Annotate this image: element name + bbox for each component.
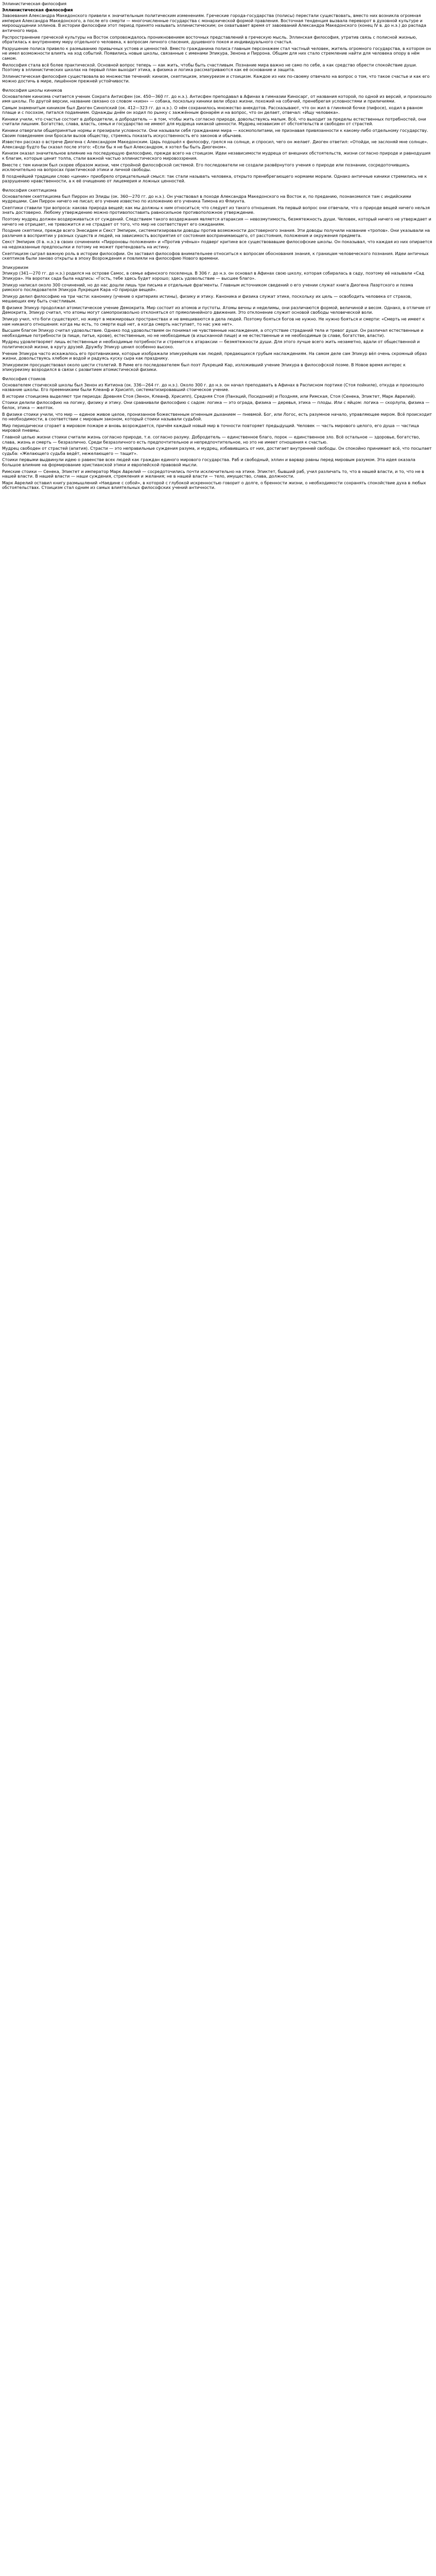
section-paragraph: Стоики первыми выдвинули идею о равенстве всех людей как граждан единого мирового государства. Раб и свободный, эллин и варвар равны перед мировым разумом. Эта идея оказала большое влияние на формирование христианской этики и европейской правовой мысли. <box>2 457 417 467</box>
section-paragraph: Эпикур учил, что боги существуют, но живут в межмировых пространствах и не вмешиваются в дела людей. Поэтому бояться богов не нужно. Не нужно бояться и смерти: «Смерть не имеет к нам никакого отношения: когда мы есть, то смерти ещё нет, а когда смерть наступает, то нас уже нет». <box>2 317 426 327</box>
page <box>0 0 436 494</box>
section-paragraph: Поздние скептики, прежде всего Энесидем и Секст Эмпирик, систематизировали доводы против возможности достоверного знания. Эти доводы получили название «тропов». Они указывали на различия в восприятии у разных существ и людей, на зависимость восприятия от состояния воспринимающего, от расстояния, положения и окружения предмета. <box>2 228 431 238</box>
section-paragraph: Эпикур делил философию на три части: канонику (учение о критериях истины), физику и этику. Каноника и физика служат этике, поскольку их цель — освободить человека от страхов, мешающих ему быть счастливым. <box>2 294 413 304</box>
section-paragraph: В физике стоики учили, что мир — единое живое целое, пронизанное божественным огненным дыханием — пневмой. Бог, или Логос, есть разумное начало, управляющее миром. Всё происходит по необходимости, в соответствии с мировым законом, который стоики называли судьбой. <box>2 412 433 422</box>
intro-paragraph: Разрушение полиса привело к размыванию привычных устоев и ценностей. Вместо гражданина полиса главным персонажем стал частный человек, житель огромного государства, в котором он не имел возможности влиять на ход событий. Появились новые школы, связанные с именами Эпикура, Зенона и Пиррона. Общим для них стало стремление найти для человека опору в нём самом. <box>2 46 432 61</box>
section-paragraph: Секст Эмпирик (II в. н.э.) в своих сочинениях «Пирроновы положения» и «Против учёных» подверг критике все существовавшие философские школы. Он показывал, что каждая из них опирается на недоказанные предпосылки и потому не может претендовать на истину. <box>2 240 433 249</box>
breadcrumb[interactable]: Эллинистическая философия <box>2 2 67 6</box>
intro-block <box>2 13 434 84</box>
page-title: Эллинистическая философия <box>2 7 73 12</box>
section-paragraph: В истории стоицизма выделяют три периода: Древняя Стоя (Зенон, Клеанф, Хрисипп), Средняя Стоя (Панэций, Посидоний) и Поздняя, или Римская, Стоя (Сенека, Эпиктет, Марк Аврелий). <box>2 394 416 399</box>
section-paragraph: Киники отвергали общепринятые нормы и презирали условности. Они называли себя гражданами мира — космополитами, не признавая привязанности к какому-либо отдельному государству. Своим поведением они бросали вызов обществу, стремясь показать искусственность его законов и обычаев. <box>2 128 430 138</box>
section-paragraph: Эпикур (341—270 гг. до н.э.) родился на острове Самос, в семье афинского поселенца. В 306 г. до н.э. он основал в Афинах свою школу, которая собиралась в саду, поэтому её называли «Сад Эпикура». На воротах сада была надпись: «Гость, тебе здесь будет хорошо; здесь удовольствие — высшее благо». <box>2 271 426 281</box>
section-paragraph: Эпикуреизм просуществовал около шести столетий. В Риме его последователем был поэт Лукреций Кар, изложивший учение Эпикура в философской поэме. В Новое время интерес к эпикуреизму возродился в связи с развитием атомистической физики. <box>2 362 407 372</box>
section-paragraph: Римские стоики — Сенека, Эпиктет и император Марк Аврелий — сосредоточились почти исключительно на этике. Эпиктет, бывший раб, учил различать то, что в нашей власти, и то, что не в нашей власти. В нашей власти — наши суждения, стремления и желания; не в нашей власти — тело, имущество, слава, должности. <box>2 469 426 479</box>
section-heading: Философия скептицизма <box>2 188 57 193</box>
intro-paragraph: Эллинистическая философия существовала во множестве течений: кинизм, скептицизм, эпикуреизм и стоицизм. Каждое из них по-своему отвечало на вопрос о том, что такое счастье и как его можно достичь в мире, лишённом прежней устойчивости. <box>2 74 431 84</box>
section-paragraph: Самым знаменитым киником был Диоген Синопский (ок. 412—323 гг. до н.э.). О нём сохранилось множество анекдотов. Рассказывают, что он жил в глиняной бочке (пифосе), ходил в рваном плаще и с посохом, питался подаянием. Однажды днём он ходил по рынку с зажжённым фонарём и на вопрос, что он делает, отвечал: «Ищу человека». <box>2 105 424 115</box>
section-paragraph: В физике Эпикур продолжал атомистическое учение Демокрита. Мир состоит из атомов и пустоты. Атомы вечны и неделимы, они различаются формой, величиной и весом. Однако, в отличие от Демокрита, Эпикур считал, что атомы могут самопроизвольно отклоняться от прямолинейного движения. Это отклонение служит основой свободы человеческой воли. <box>2 305 432 315</box>
intro-paragraph: Философия стала всё более практической. Основной вопрос теперь — как жить, чтобы быть счастливым. Познание мира важно не само по себе, а как средство обрести спокойствие души. Поэтому в эллинистических школах на первый план выходит этика, а физика и логика рассматриваются как её основание и защита. <box>2 62 418 73</box>
section-heading: Философия школы киников <box>2 88 62 93</box>
section-paragraph: Марк Аврелий оставил книгу размышлений «Наедине с собой», в которой с глубокой искренностью говорит о долге, о бренности жизни, о необходимости сохранять спокойствие духа в любых обстоятельствах. Стоицизм стал одним из самых влиятельных философских учений античности. <box>2 480 428 490</box>
section-paragraph: Вместе с тем кинизм был скорее образом жизни, чем стройной философской системой. Его последователи не создали развёрнутого учения о природе или познании, сосредоточившись исключительно на вопросах практической этики и личной свободы. <box>2 162 411 173</box>
section-paragraph: Основателем кинизма считается ученик Сократа Антисфен (ок. 450—360 гг. до н.э.). Антисфен преподавал в Афинах в гимназии Киносарг, от названия которой, по одной из версий, и произошло имя школы. По другой версии, название связано со словом «кион» — собака, поскольку киники вели образ жизни, похожий на собачий, пренебрегая условностями и приличиями. <box>2 94 433 104</box>
section-paragraph: Главной целью жизни стоики считали жизнь согласно природе, т.е. согласно разуму. Добродетель — единственное благо, порок — единственное зло. Всё остальное — здоровье, богатство, слава, жизнь и смерть — безразлично. Среди безразличного есть предпочтительное и непредпочтительное, но это не имеет отношения к счастью. <box>2 434 422 445</box>
section-paragraph: Стоики делили философию на логику, физику и этику. Они сравнивали философию с садом: логика — это ограда, физика — деревья, этика — плоды. Или с яйцом: логика — скорлупа, физика — белок, этика — желток. <box>2 400 431 410</box>
section-paragraph: Скептицизм сыграл важную роль в истории философии. Он заставил философов внимательнее относиться к вопросам обоснования знания, к границам человеческого познания. Идеи античных скептиков были заново открыты в эпоху Возрождения и повлияли на философию Нового времени. <box>2 251 430 261</box>
section-paragraph: Высшим благом Эпикур считал удовольствие. Однако под удовольствием он понимал не чувственные наслаждения, а отсутствие страданий тела и тревог души. Он различал естественные и необходимые потребности (в пище, питье, крове), естественные, но не необходимые (в изысканной пище) и не естественные и не необходимые (в славе, богатстве, власти). <box>2 328 425 338</box>
section-paragraph: Киники учили, что счастье состоит в добродетели, а добродетель — в том, чтобы жить согласно природе, довольствуясь малым. Всё, что выходит за пределы естественных потребностей, они считали лишним. Богатство, слава, власть, семья и государство не имеют для мудреца никакой ценности. Мудрец независим от обстоятельств и свободен от страстей. <box>2 116 427 127</box>
section-paragraph: Скептики ставили три вопроса: какова природа вещей; как мы должны к ним относиться; что следует из такого отношения. На первый вопрос они отвечали, что о природе вещей ничего нельзя знать достоверно. Любому утверждению можно противопоставить равносильное противоположное утверждение. <box>2 205 431 215</box>
section-paragraph: Основателем скептицизма был Пиррон из Элиды (ок. 360—270 гг. до н.э.). Он участвовал в походе Александра Македонского на Восток и, по преданию, познакомился там с индийскими мудрецами. Сам Пиррон ничего не писал; его учение известно по изложению его ученика Тимона из Флиунта. <box>2 194 413 204</box>
section-paragraph: В позднейшей традиции слово «циник» приобрело отрицательный смысл: так стали называть человека, открыто пренебрегающего нормами морали. Однако античные киники стремились не к разрушению нравственности, а к её очищению от лицемерия и ложных ценностей. <box>2 174 428 184</box>
sections-block <box>2 88 434 490</box>
section-heading: Философия стоиков <box>2 377 46 381</box>
intro-paragraph: Распространение греческой культуры на Восток сопровождалось проникновением восточных представлений в греческую мысль. Эллинская философия, утратив связь с полисной жизнью, обратилась к внутреннему миру отдельного человека, к вопросам личного спасения, душевного покоя и индивидуального счастья. <box>2 35 418 45</box>
intro-paragraph: Завоевания Александра Македонского привели к значительным политическим изменениям. Греческие города-государства (полисы) перестали существовать, вместо них возникла огромная империя Александра Македонского, а после его смерти — многочисленные государства с монархической формой правления. Восточная тенденция вызвала переворот в духовной культуре и мироощущении эллинов. В истории философии этот период принято называть эллинистическим; он охватывает время от завоеваний Александра Македонского (конец IV в. до н.э.) до распада античного мира. <box>2 13 428 33</box>
section-heading: Эпикуреизм <box>2 265 29 270</box>
section-paragraph: Учение Эпикура часто искажалось его противниками, которые изображали эпикурейцев как людей, предающихся грубым наслаждениям. На самом деле сам Эпикур вёл очень скромный образ жизни, довольствуясь хлебом и водой и радуясь куску сыра как празднику. <box>2 351 428 361</box>
section-paragraph: Поэтому мудрец должен воздерживаться от суждений. Следствием такого воздержания является атараксия — невозмутимость, безмятежность души. Человек, который ничего не утверждает и ничего не отрицает, не тревожится и не страдает от того, что мир не соответствует его ожиданиям. <box>2 216 433 227</box>
section-paragraph: Мир периодически сгорает в мировом пожаре и вновь возрождается, причём каждый новый мир в точности повторяет предыдущий. Человек — часть мирового целого, его душа — частица мировой пневмы. <box>2 423 421 433</box>
section-paragraph: Известен рассказ о встрече Диогена с Александром Македонским. Царь подошёл к философу, грелся на солнце, и спросил, чего он желает. Диоген ответил: «Отойди, не заслоняй мне солнце». Александр будто бы сказал после этого: «Если бы я не был Александром, я хотел бы быть Диогеном». <box>2 140 430 149</box>
section-paragraph: Основателем стоической школы был Зенон из Китиона (ок. 336—264 гг. до н.э.). Около 300 г. до н.э. он начал преподавать в Афинах в Расписном портике (Стоя пойкиле), откуда и произошло название школы. Его преемниками были Клеанф и Хрисипп, систематизировавший стоическое учение. <box>2 382 426 393</box>
section-paragraph: Эпикур написал около 300 сочинений, но до нас дошли лишь три письма и отдельные фрагменты. Главным источником сведений о его учении служат книга Диогена Лаэртского и поэма римского последователя Эпикура Лукреция Кара «О природе вещей». <box>2 282 415 293</box>
section-paragraph: Мудрец свободен от страстей (апатия). Страсти — это неправильные суждения разума, и мудрец, избавившись от них, достигает внутренней свободы. Он спокойно принимает всё, что посылает судьба: «Желающего судьба ведёт, нежелающего — тащит». <box>2 446 433 456</box>
section-paragraph: Кинизм оказал значительное влияние на последующую философию, прежде всего на стоицизм. Идеи независимости мудреца от внешних обстоятельств, жизни согласно природе и равнодушия к благам, которые ценит толпа, стали важной частью эллинистического мировоззрения. <box>2 151 432 161</box>
section-paragraph: Мудрец удовлетворяет лишь естественные и необходимые потребности и стремится к атараксии — безмятежности души. Для этого лучше всего жить незаметно, вдали от общественной и политической жизни, в кругу друзей. Дружбу Эпикур ценил особенно высоко. <box>2 340 421 350</box>
